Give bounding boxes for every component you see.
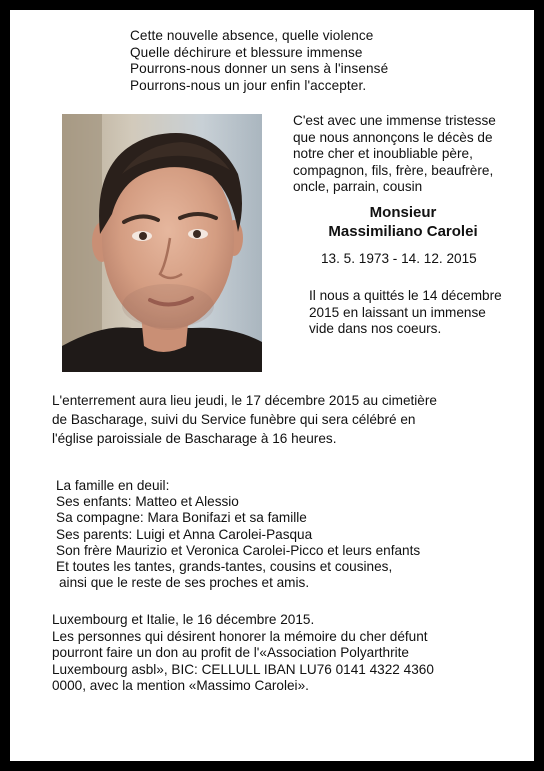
- poem-verse: [130, 28, 388, 94]
- family-list: [56, 478, 420, 591]
- poem-line: Quelle déchirure et blessure immense: [130, 44, 363, 60]
- name-full: Massimiliano Carolei: [328, 223, 478, 240]
- life-dates: 13. 5. 1973 - 14. 12. 2015: [321, 251, 477, 266]
- family-line: Ses parents: Luigi et Anna Carolei-Pasqua: [56, 526, 313, 542]
- family-heading: La famille en deuil:: [56, 478, 170, 493]
- name-title: Monsieur: [369, 204, 437, 221]
- intro-line: notre cher et inoubliable père,: [293, 146, 473, 161]
- funeral-line: L'enterrement aura lieu jeudi, le 17 décembre 2015 au cimetière: [52, 393, 437, 408]
- funeral-details: [52, 391, 437, 448]
- passing-message: [309, 288, 502, 338]
- closing-line: pourront faire un don au profit de l'«Association Polyarthrite: [52, 645, 409, 660]
- intro-line: compagnon, fils, frère, beaufrère,: [293, 162, 494, 178]
- poem-line: Pourrons-nous donner un sens à l'insensé: [130, 61, 389, 76]
- passing-line: Il nous a quittés le 14 décembre: [309, 288, 502, 303]
- funeral-line: de Bascharage, suivi du Service funèbre qui sera célébré en: [52, 412, 416, 427]
- funeral-line: l'église paroissiale de Bascharage à 16 heures.: [52, 431, 337, 446]
- closing-line: 0000, avec la mention «Massimo Carolei».: [52, 678, 309, 693]
- family-line: Sa compagne: Mara Bonifazi et sa famille: [56, 510, 307, 526]
- intro-line: que nous annonçons le décès de: [293, 129, 493, 145]
- family-line: Et toutes les tantes, grands-tantes, cousins et cousines,: [56, 559, 393, 575]
- closing-line: Luxembourg asbl», BIC: CELLULL IBAN LU76 0141 4322 4360: [52, 661, 434, 677]
- obituary-page: [10, 10, 534, 761]
- closing-line: Luxembourg et Italie, le 16 décembre 2015.: [52, 612, 315, 627]
- poem-line: Cette nouvelle absence, quelle violence: [130, 28, 374, 43]
- intro-line: oncle, parrain, cousin: [293, 179, 423, 194]
- intro-line: C'est avec une immense tristesse: [293, 113, 496, 128]
- closing-line: Les personnes qui désirent honorer la mémoire du cher défunt: [52, 628, 428, 644]
- family-line: Son frère Maurizio et Veronica Carolei-Picco et leurs enfants: [56, 542, 421, 558]
- passing-line: vide dans nos coeurs.: [309, 321, 442, 336]
- passing-line: 2015 en laissant un immense: [309, 304, 486, 320]
- poem-line: Pourrons-nous un jour enfin l'accepter.: [130, 77, 367, 93]
- announcement-text: [293, 113, 496, 196]
- closing-notice: [52, 612, 434, 695]
- family-line: Ses enfants: Matteo et Alessio: [56, 494, 239, 510]
- family-line: ainsi que le reste de ses proches et amis.: [59, 575, 310, 591]
- deceased-name: [312, 203, 494, 241]
- portrait-photo: [62, 114, 262, 372]
